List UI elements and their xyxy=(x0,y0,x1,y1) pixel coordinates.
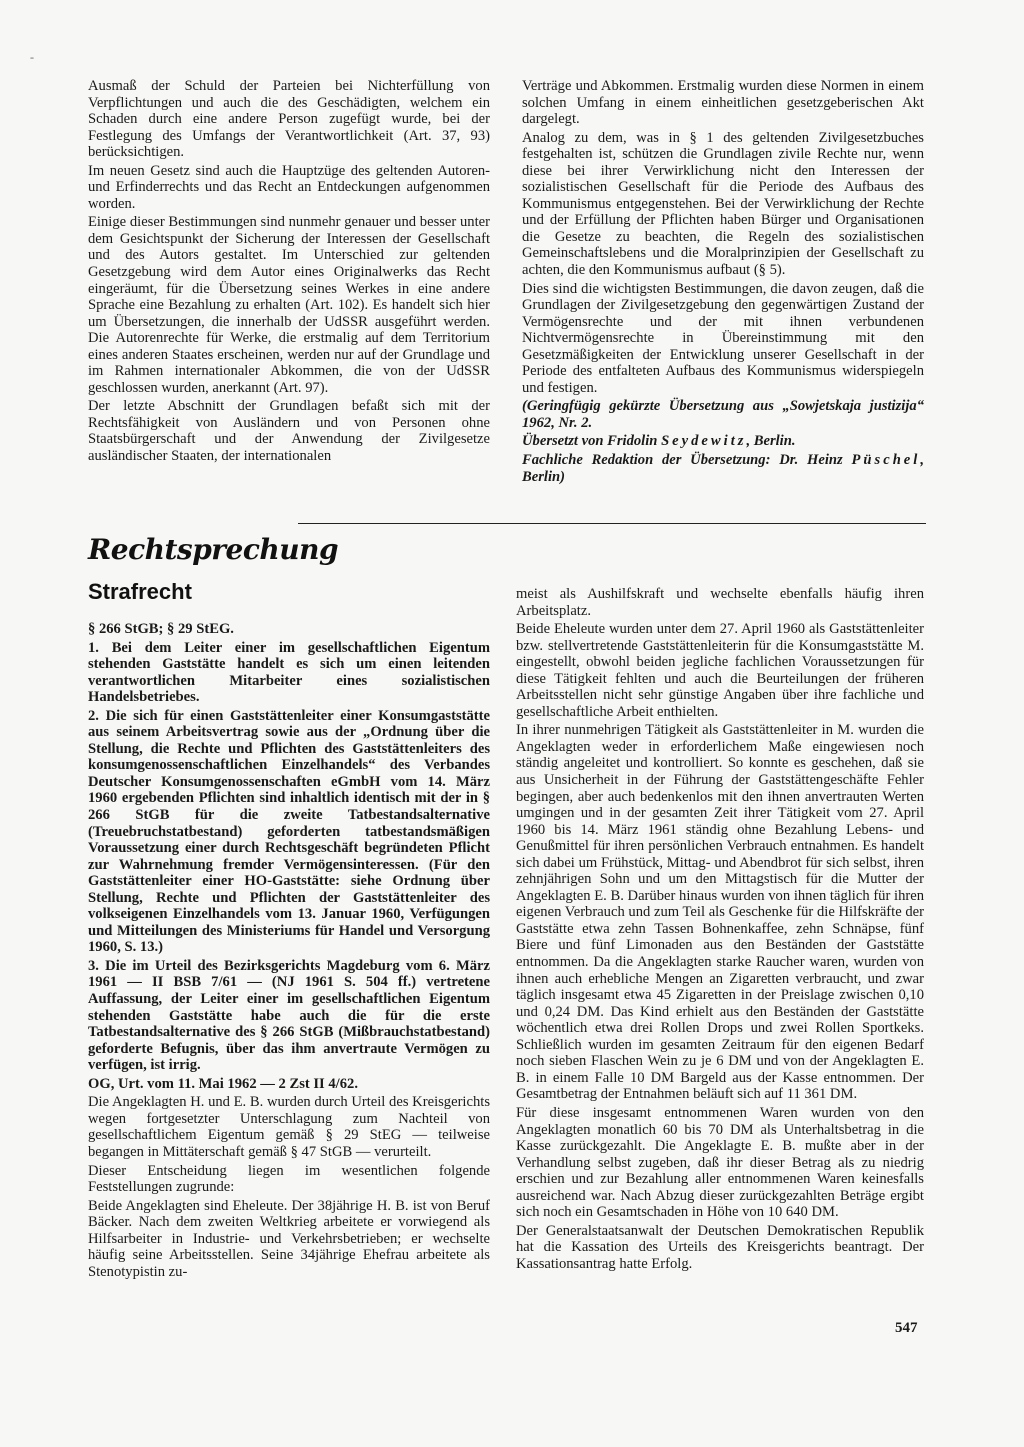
paragraph: meist als Aushilfskraft und wechselte ebenfalls häufig ihren Arbeitsplatz. xyxy=(516,586,924,619)
column-top-right xyxy=(522,78,924,487)
paragraph: Analog zu dem, was in § 1 des geltenden Zivilgesetzbuches festgehalten ist, schützen die Grundlagen zivile Rechte nur, wenn diese bei ihrer Verwirklichung nicht den Interessen der sozialistischen Gesellschaft für die Periode des Aufbaus des Kommunismus entgegenstehen. Bei der Verwirklichung der Rechte und der Erfüllung der Pflichten haben Bürger und Organisationen die Gesetze zu beachten, die Regeln des sozialistischen Gemeinschaftslebens und die Moralprinzipien der Gesellschaft zu achten, die den Kommunismus aufbaut (§ 5). xyxy=(522,129,924,279)
court-reference: OG, Urt. vom 11. Mai 1962 — 2 Zst II 4/62. xyxy=(88,1075,358,1092)
sub-title: Strafrecht xyxy=(88,579,192,604)
headnote: 2. Die sich für einen Gaststättenleiter einer Konsumgaststätte aus seinem Arbeitsvertrag sowie aus der „Ordnung über die Stellung, die Rechte und Pflichten des Gaststättenleiters des konsumgenossenschaftlichen Einzelhandels“ des Verbandes Deutscher Konsumgenossenschaften eGmbH vom 14. März 1960 ergebenden Pflichten sind inhaltlich identisch mit der in § 266 StGB für die zweite Tatbestandsalternative (Treuebruchstatbestand) geforderten tatbestandsmäßigen Voraussetzung einer durch Rechtsgeschäft begründeten Pflicht zur Wahrnehmung fremder Vermögensinteressen. (Für den Gaststättenleiter einer HO-Gaststätte: siehe Ordnung über Stellung, Rechte und Pflichten der Gaststättenleiter des volkseigenen Einzelhandels vom 13. Januar 1960, Verfügungen und Mitteilungen des Ministeriums für Handel und Versorgung 1960, S. 13.) xyxy=(88,707,490,956)
paragraph: Dieser Entscheidung liegen im wesentlichen folgende Feststellungen zugrunde: xyxy=(88,1162,490,1196)
editor-line: Fachliche Redaktion der Übersetzung: Dr. Heinz Püschel, Berlin) xyxy=(522,452,924,485)
paragraph: Die Angeklagten H. und E. B. wurden durch Urteil des Kreisgerichts wegen fortgesetzter Unterschlagung zum Nachteil von gesellschaftlichem Eigentum gemäß § 29 StEG — teilweise begangen in Mittäterschaft gemäß § 47 StGB — verurteilt. xyxy=(88,1094,490,1160)
paragraph: Einige dieser Bestimmungen sind nunmehr genauer und besser unter dem Gesichtspunkt der Sicherung der Interessen der Gesellschaft und des Autors gestaltet. Im Unterschied zur geltenden Gesetzgebung wird dem Autor eines Originalwerks das Recht eingeräumt, für die Übersetzung seines Werkes in eine andere Sprache eine Bezahlung zu erhalten (Art. 102). Es handelt sich hier um Übersetzungen, die innerhalb der UdSSR ausgeführt werden. Die Autorenrechte für Werke, die erstmalig auf dem Territorium eines anderen Staates erscheinen, werden nur auf der Grundlage und im Rahmen internationaler Abkommen, die von der UdSSR geschlossen wurden, anerkannt (Art. 97). xyxy=(88,214,490,396)
translator-line: Übersetzt von Fridolin Seydewitz, Berlin. xyxy=(522,433,796,450)
translator-name: Seydewitz xyxy=(661,433,747,450)
law-reference: § 266 StGB; § 29 StEG. xyxy=(88,621,234,637)
headnote: 3. Die im Urteil des Bezirksgerichts Magdeburg vom 6. März 1961 — II BSB 7/61 — (NJ 1961 S. 504 ff.) vertretene Auffassung, der Leiter einer im gesellschaftlichen Eigentum stehenden Gaststätte habe auch die für die erste Tatbestandsalternative des § 266 StGB (Mißbrauchstatbestand) geforderte Befugnis, über das ihm anvertraute Vermögen zu verfügen, ist irrig. xyxy=(88,957,490,1074)
paragraph: In ihrer nunmehrigen Tätigkeit als Gaststättenleiter in M. wurden die Angeklagten weder in erforderlichem Maße eingewiesen noch ständig angeleitet und kontrolliert. So konnte es geschehen, daß sie aus Unsicherheit in der Führung der Gaststättengeschäfte Fehler begingen, aber auch bedenkenlos mit den ihnen anvertrauten Werten umgingen und in der gesamten Zeit ihrer Tätigkeit vom 27. April 1960 bis 14. März 1961 ständig ohne Bezahlung Lebens- und Genußmittel für ihren persönlichen Verbrauch entnahmen. Es handelt sich dabei um Frühstück, Mittag- und Abendbrot für sich selbst, ihren zehnjährigen Sohn und um den Mittagstisch für die Mutter der Angeklagten E. B. Darüber hinaus wurden von ihnen täglich für ihren eigenen Verbrauch und zum Teil als Geschenke für die Hilfskräfte der Gaststätte etwa zehn Tassen Bohnenkaffee, zehn Schnäpse, fünf Biere und fünf Limonaden aus den Beständen der Gaststätte entnommen. Da die Angeklagten starke Raucher waren, wurden von ihnen auch erhebliche Mengen an Zigaretten verbraucht, und zwar täglich insgesamt etwa 45 Zigaretten in der Preislage zwischen 0,10 und 0,24 DM. Das Kind erhielt aus den Beständen der Gaststätte wöchentlich etwa drei Rollen Drops und zwei Rollen Sportkeks. Schließlich wurden im gesamten Zeitraum für den eigenen Bedarf noch sieben Flaschen Wein zu je 6 DM und von der Angeklagten E. B. in einem Falle 10 DM Bargeld aus der Kasse entnommen. Der Gesamtbetrag der Entnahmen beläuft sich auf 11 361 DM. xyxy=(516,722,924,1103)
paragraph: Beide Eheleute wurden unter dem 27. April 1960 als Gaststättenleiter bzw. stellvertretende Gaststättenleiterin für die Konsumgaststätte M. eingestellt, obwohl beiden jegliche fachlichen Voraussetzungen für diese Tätigkeit fehlten und auch die Beurteilungen der früheren Arbeitsstellen nicht sehr günstige Angaben über ihre fachliche und gesellschaftliche Arbeit enthielten. xyxy=(516,621,924,720)
editor-name: Püschel xyxy=(851,452,921,469)
column-bottom-right xyxy=(516,586,924,1274)
source-note: (Geringfügig gekürzte Übersetzung aus „Sowjetskaja justizija“ 1962, Nr. 2. xyxy=(522,398,924,431)
column-bottom-left xyxy=(88,621,490,1282)
paragraph: Ausmaß der Schuld der Parteien bei Nichterfüllung von Verpflichtungen und auch die des Geschädigten, welchem ein Schaden durch eine andere Person zugefügt wurde, bei der Festlegung des Umfangs der Verantwortlichkeit (Art. 37, 93) berücksichtigen. xyxy=(88,78,490,161)
paragraph: Dies sind die wichtigsten Bestimmungen, die davon zeugen, daß die Grundlagen der Zivilgesetzgebung den gegenwärtigen Zustand der Vermögensrechte und der mit ihnen verbundenen Nichtvermögensrechte in Übereinstimmung mit den Gesetzmäßigkeiten der Entwicklung unserer Gesellschaft in der Periode des entfalteten Aufbaus des Kommunismus widerspiegeln und festigen. xyxy=(522,280,924,396)
paragraph: Der Generalstaatsanwalt der Deutschen Demokratischen Republik hat die Kassation des Urteils des Kreisgerichts beantragt. Der Kassationsantrag hatte Erfolg. xyxy=(516,1222,924,1272)
paragraph: Im neuen Gesetz sind auch die Hauptzüge des geltenden Autoren- und Erfinderrechts und das Recht an Entdeckungen aufgenommen worden. xyxy=(88,162,490,212)
paragraph: Der letzte Abschnitt der Grundlagen befaßt sich mit der Rechtsfähigkeit von Ausländern und von Personen ohne Staatsbürgerschaft und der Anwendung der Zivilgesetze ausländischer Staaten, der internationalen xyxy=(88,398,490,465)
headnote: 1. Bei dem Leiter einer im gesellschaftlichen Eigentum stehenden Gaststätte handelt es sich um einen leitenden verantwortlichen Mitarbeiter eines sozialistischen Handelsbetriebes. xyxy=(88,639,490,706)
paragraph: Für diese insgesamt entnommenen Waren wurden von den Angeklagten monatlich 60 bis 70 DM als Unterhaltsbetrag in die Kasse zurückgezahlt. Die Angeklagte E. B. mußte aber in der Verhandlung selbst zugeben, daß ihr dieser Betrag als zu niedrig erschien und zur Bezahlung aller entnommenen Waren keinesfalls ausreichend war. Nach Abzug dieser zurückgezahlten Beträge ergibt sich noch ein Gesamtschaden in Höhe von 10 640 DM. xyxy=(516,1104,924,1221)
section-divider xyxy=(298,523,926,524)
paragraph: Verträge und Abkommen. Erstmalig wurden diese Normen in einem solchen Umfang in einem einheitlichen gesetzgeberischen Akt dargelegt. xyxy=(522,78,924,128)
section-title: Rechtsprechung xyxy=(88,533,339,566)
corner-mark: - xyxy=(30,50,34,64)
column-top-left xyxy=(88,78,490,467)
paragraph: Beide Angeklagten sind Eheleute. Der 38jährige H. B. ist von Beruf Bäcker. Nach dem zweiten Weltkrieg arbeitete er vorwiegend als Hilfsarbeiter in Industrie- und Verkehrsbetrieben; er wechselte häufig seine Arbeitsstellen. Seine 34jährige Ehefrau arbeitete als Stenotypistin zu- xyxy=(88,1197,490,1280)
page-number: 547 xyxy=(895,1320,918,1336)
